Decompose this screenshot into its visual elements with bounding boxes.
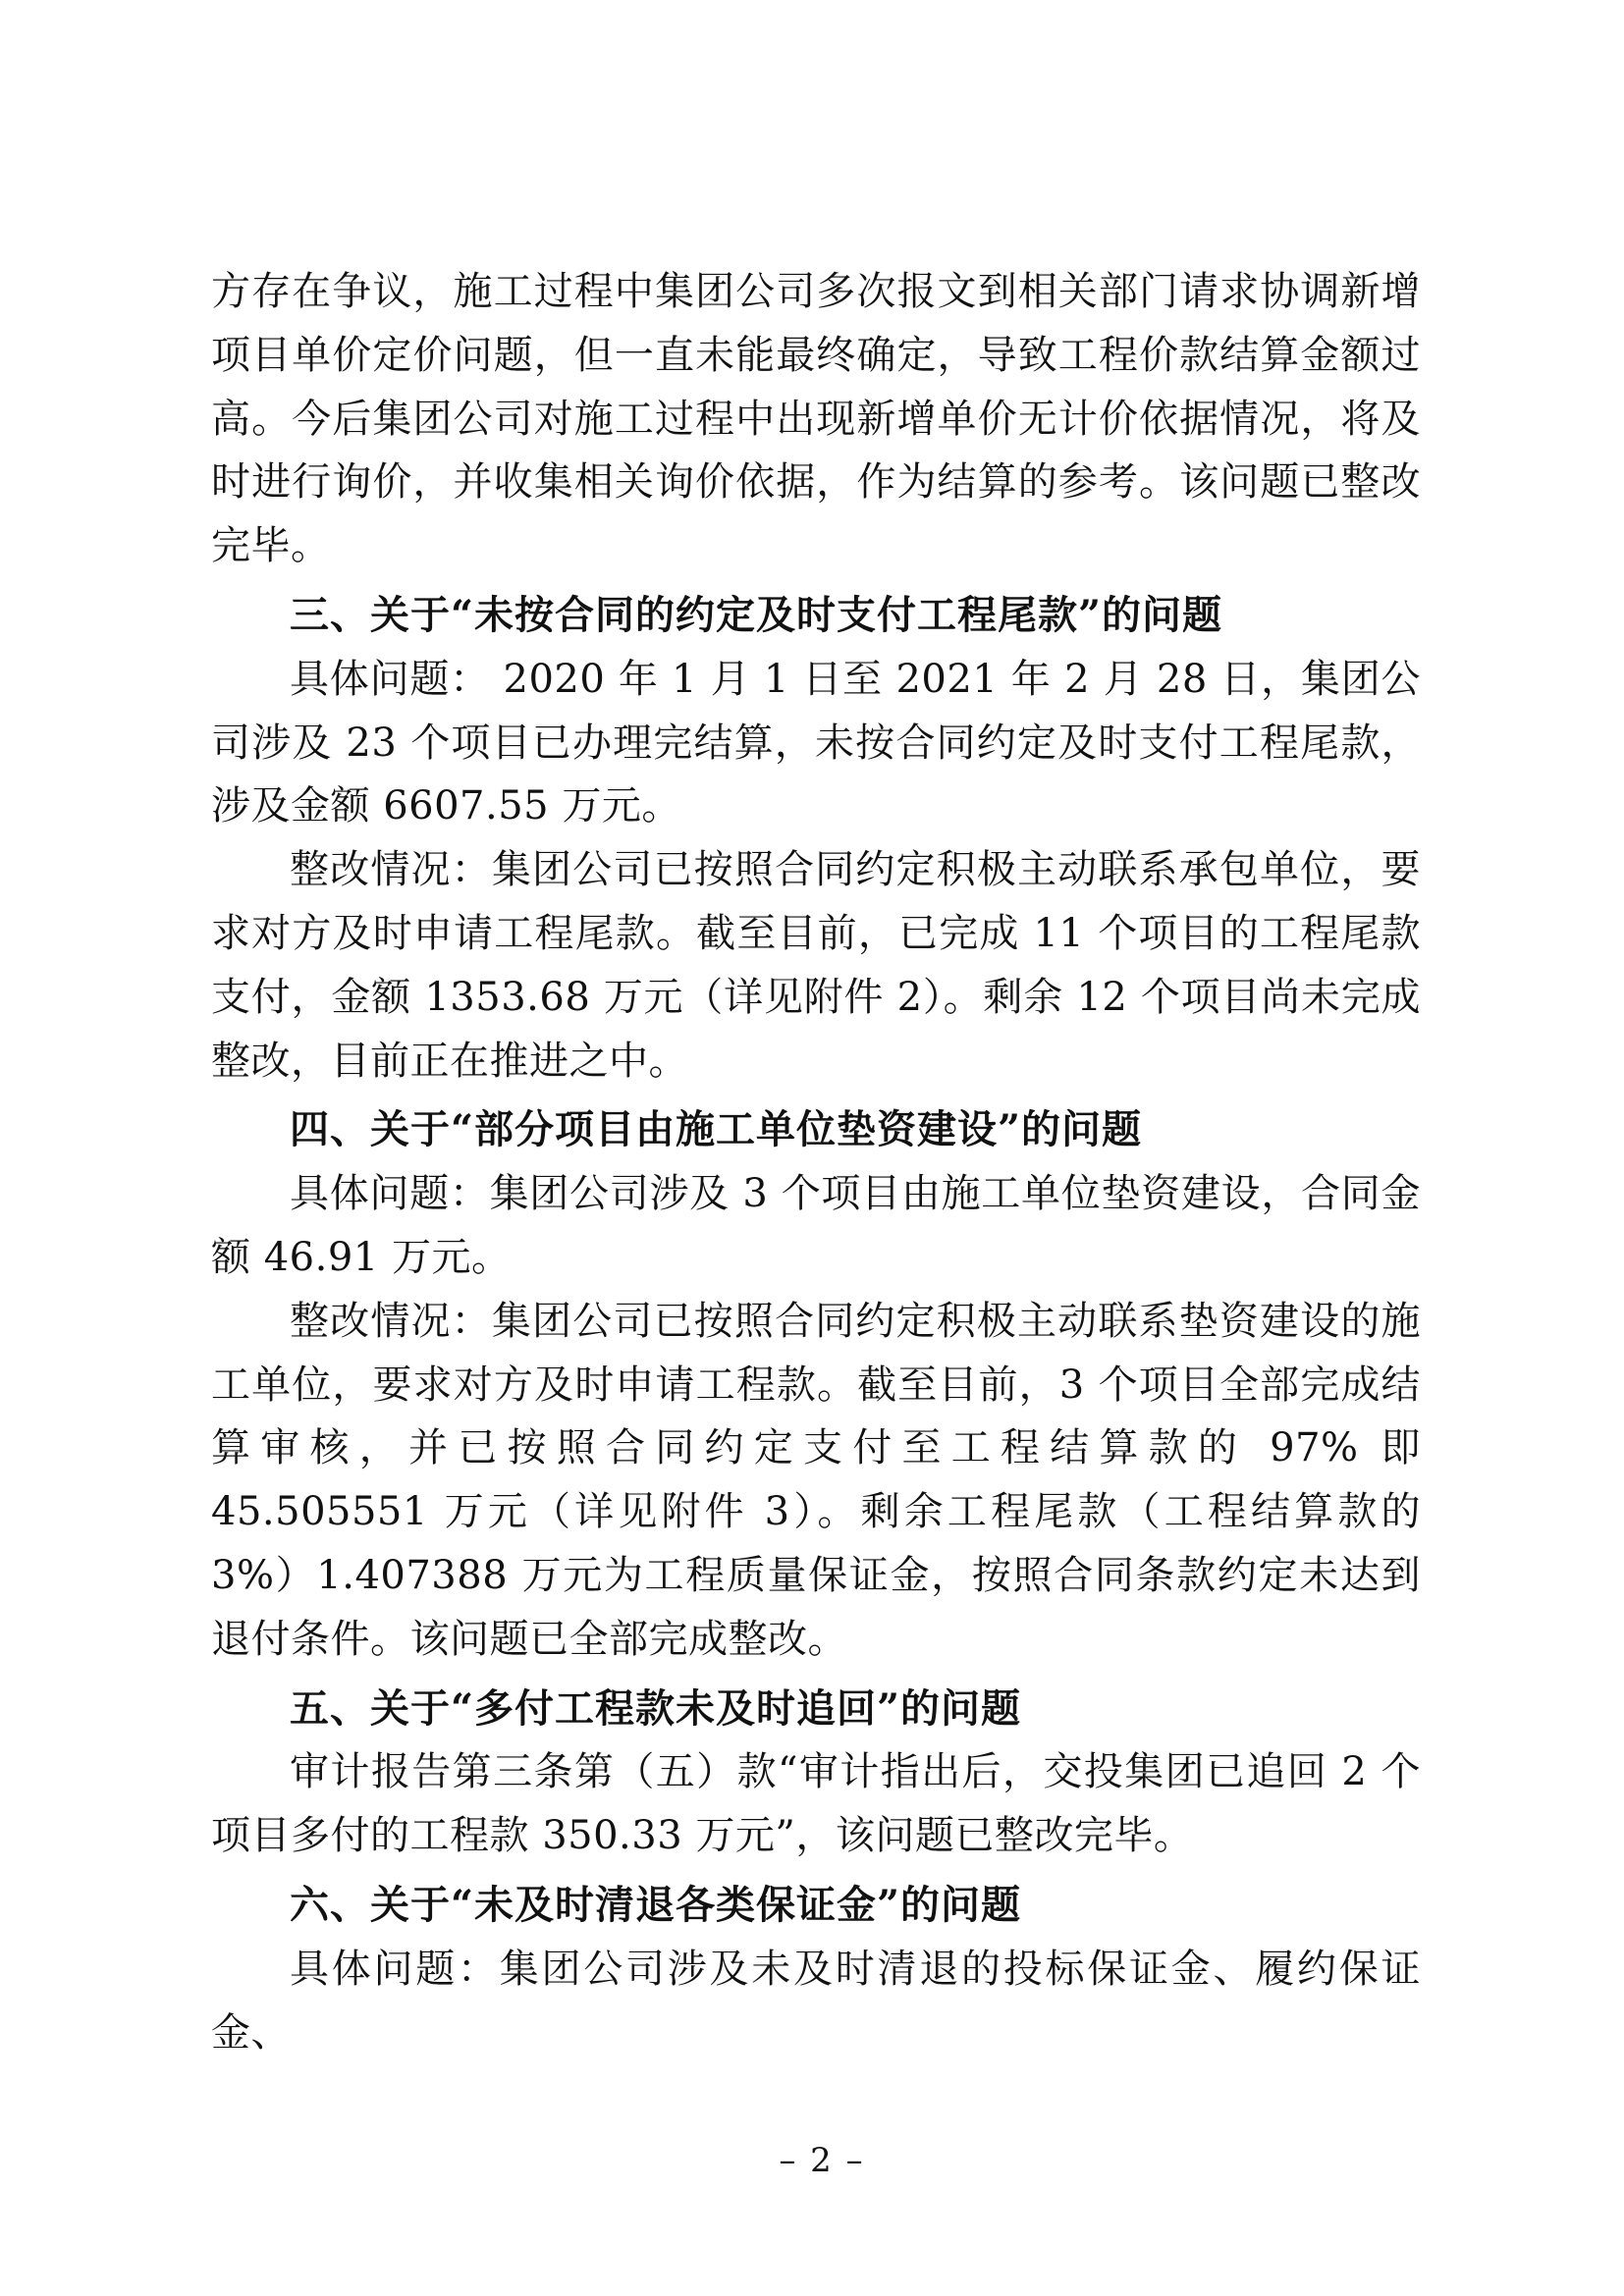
section-heading-four: 四、关于“部分项目由施工单位垫资建设”的问题 [290, 1106, 1143, 1153]
section-heading-five: 五、关于“多付工程款未及时追回”的问题 [290, 1684, 1022, 1732]
paragraph-issue-three-rectification: 整改情况：集团公司已按照合同约定积极主动联系承包单位，要求对方及时申请工程尾款。截至目前，已完成 11 个项目的工程尾款支付，金额 1353.68 万元（详见附件 2）。剩余 12 个项目尚未完成整改，目前正在推进之中。 [211, 847, 1421, 1084]
paragraph-issue-six-detail: 具体问题：集团公司涉及未及时清退的投标保证金、履约保证金、 [211, 1946, 1421, 2056]
paragraph-issue-four-detail: 具体问题：集团公司涉及 3 个项目由施工单位垫资建设，合同金额 46.91 万元。 [211, 1171, 1421, 1280]
document-body [211, 260, 1421, 2064]
section-heading-three: 三、关于“未按合同的约定及时支付工程尾款”的问题 [290, 591, 1223, 638]
paragraph-continuation: 方存在争议，施工过程中集团公司多次报文到相关部门请求协调新增项目单价定价问题，但一直未能最终确定，导致工程价款结算金额过高。今后集团公司对施工过程中出现新增单价无计价依据情况，将及时进行询价，并收集相关询价依据，作为结算的参考。该问题已整改完毕。 [211, 269, 1421, 569]
paragraph-issue-five-detail: 审计报告第三条第（五）款“审计指出后，交投集团已追回 2 个项目多付的工程款 350.33 万元”，该问题已整改完毕。 [211, 1749, 1421, 1859]
paragraph-issue-four-rectification: 整改情况：集团公司已按照合同约定积极主动联系垫资建设的施工单位，要求对方及时申请工程款。截至目前，3 个项目全部完成结算审核，并已按照合同约定支付至工程结算款的 97% 即 45.505551 万元（详见附件 3）。剩余工程尾款（工程结算款的 3%）1.407388 万元为工程质量保证金，按照合同条款约定未达到退付条件。该问题已全部完成整改。 [211, 1298, 1421, 1662]
paragraph-issue-three-detail: 具体问题： 2020 年 1 月 1 日至 2021 年 2 月 28 日，集团公司涉及 23 个项目已办理完结算，未按合同约定及时支付工程尾款，涉及金额 6607.55 万元。 [211, 656, 1421, 829]
section-heading-six: 六、关于“未及时清退各类保证金”的问题 [290, 1881, 1022, 1928]
page-number: – 2 – [779, 2141, 865, 2180]
